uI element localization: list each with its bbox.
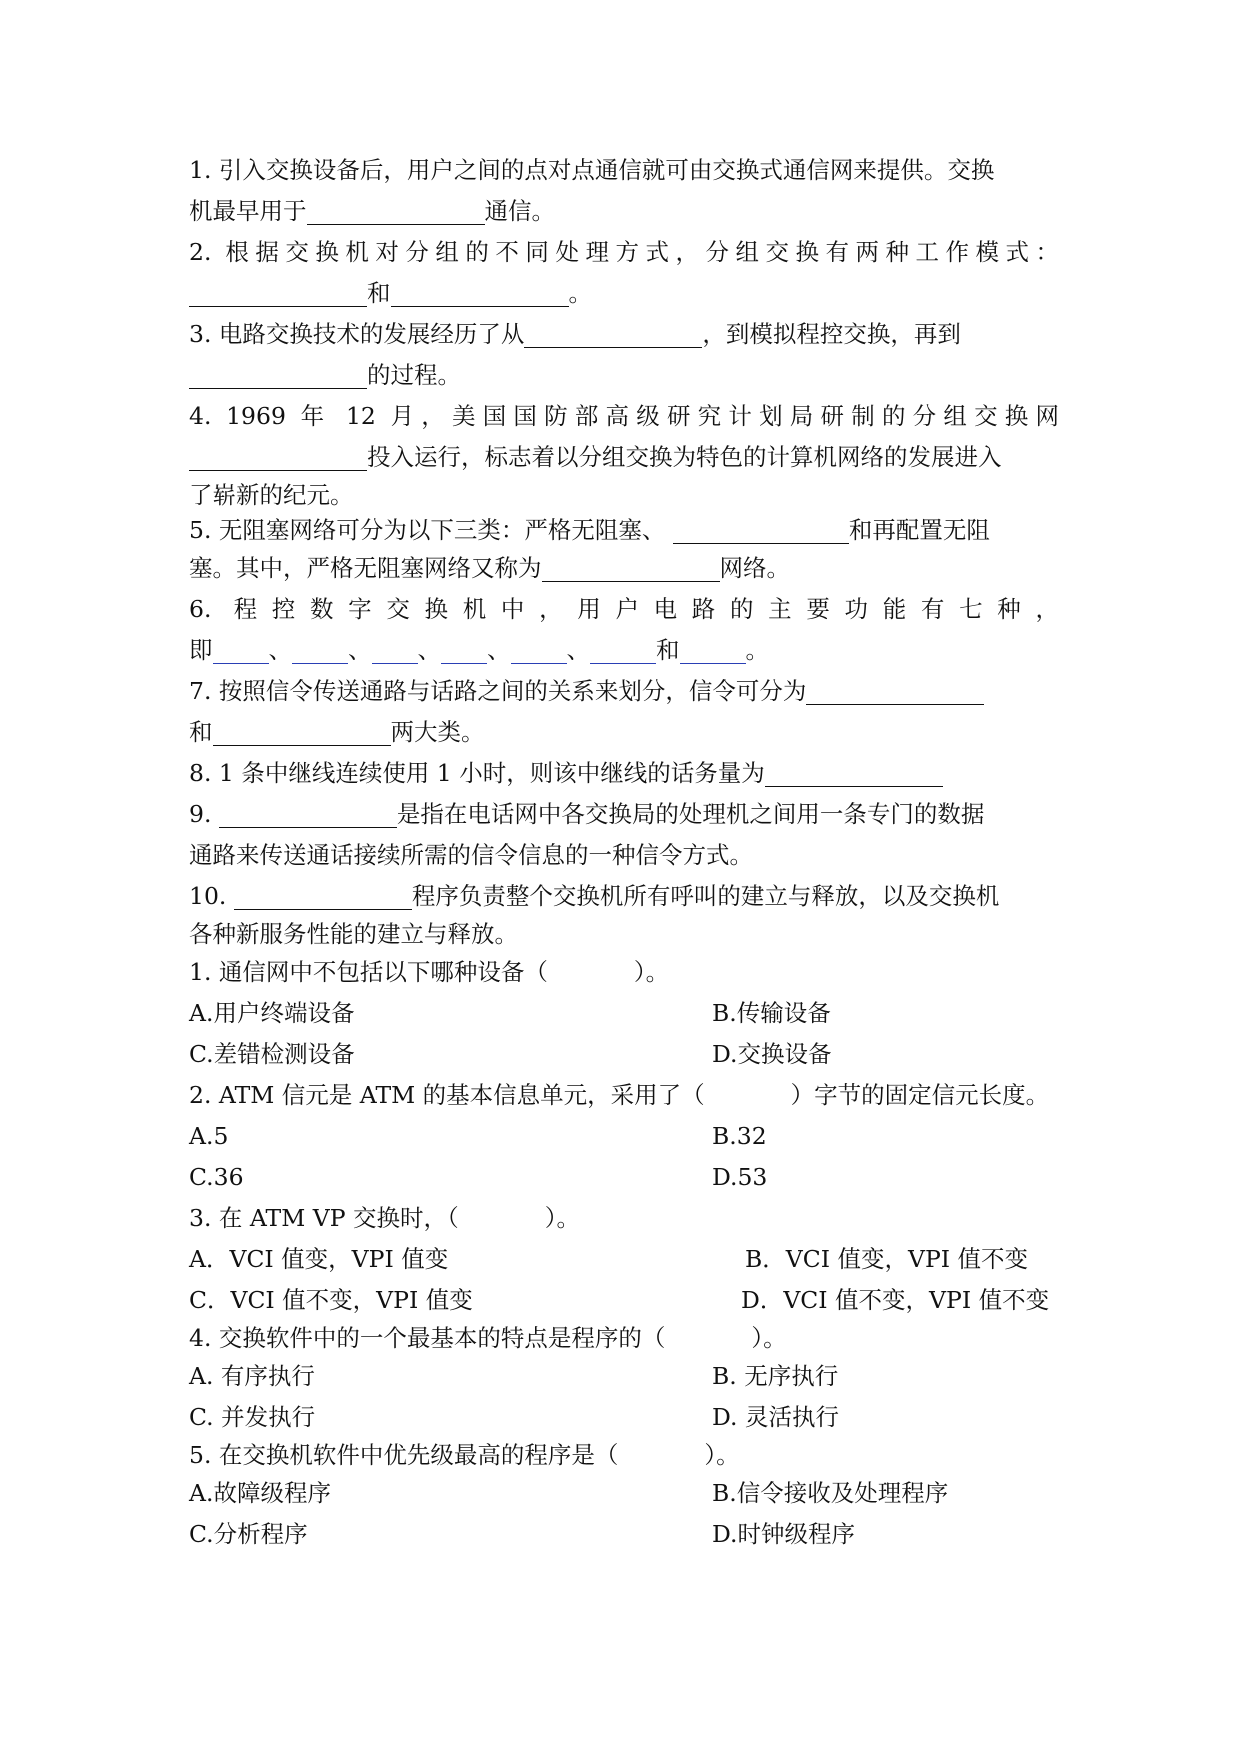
fill-q6-line1: 6. 程控数字交换机中，用户电路的主要功能有七种， (189, 595, 1059, 623)
fill-q6-end: 。 (745, 636, 769, 664)
fill-q10-text: 程序负责整个交换机所有呼叫的建立与释放，以及交换机 (411, 882, 1000, 910)
option-d: D.时钟级程序 (712, 1520, 855, 1548)
option-b: B. 无序执行 (712, 1362, 839, 1390)
blue-blank (511, 635, 567, 664)
mc-q4-options-ab (189, 1356, 1059, 1397)
blank (189, 278, 367, 307)
fill-q7-and: 和 (189, 718, 213, 746)
fill-q1-line2 (189, 191, 1059, 232)
blank (542, 553, 720, 582)
blank (307, 196, 485, 225)
fill-q6-line2 (189, 630, 1059, 671)
fill-q3-text: 3. 电路交换技术的发展经历了从 (189, 320, 525, 348)
fill-q7-line2 (189, 712, 1059, 753)
option-a: A．VCI 值变，VPI 值变 (189, 1245, 449, 1273)
mc-q2-options-cd (189, 1157, 1059, 1198)
mc-q1-options-ab (189, 993, 1059, 1034)
fill-q8-line1 (189, 753, 1059, 794)
blue-blank (213, 635, 269, 664)
fill-q2-and: 和 (367, 279, 391, 307)
fill-q6-text: 即 (189, 636, 213, 664)
mc-q1-stem (189, 952, 1059, 993)
fill-q6-and: 和 (656, 636, 680, 664)
blank (806, 676, 984, 705)
option-c: C. 并发执行 (189, 1403, 316, 1431)
option-a: A.用户终端设备 (189, 999, 355, 1027)
fill-q5-text: 5. 无阻塞网络可分为以下三类：严格无阻塞、 (189, 516, 666, 544)
mc-q3-options-cd (189, 1280, 1059, 1321)
fill-q5-end: 网络。 (719, 554, 790, 582)
blank (189, 360, 367, 389)
blank (189, 442, 367, 471)
option-d: D．VCI 值不变，VPI 值不变 (741, 1286, 1050, 1314)
mc-q5-end: ）。 (704, 1441, 740, 1469)
blank (765, 758, 943, 787)
mc-q4-stem (189, 1321, 1059, 1356)
mc-q3-text: 3. 在 ATM VP 交换时，（ (189, 1204, 459, 1232)
blank (673, 515, 849, 544)
fill-q3-text-mid: ，到模拟程控交换，再到 (702, 320, 961, 348)
fill-q1-line1: 1. 引入交换设备后，用户之间的点对点通信就可由交换式通信网来提供。交换 (189, 156, 995, 184)
fill-q5-line1 (189, 513, 1059, 548)
fill-q7-text: 7. 按照信令传送通路与话路之间的关系来划分，信令可分为 (189, 677, 807, 705)
separator: 、 (348, 636, 372, 664)
fill-q2-line2 (189, 273, 1059, 314)
fill-q3-end: 的过程。 (367, 361, 461, 389)
fill-q10-num: 10. (189, 882, 234, 910)
mc-q3-end: ）。 (544, 1204, 581, 1232)
fill-q5-line2 (189, 548, 1059, 589)
option-b: B．VCI 值变，VPI 值不变 (745, 1245, 1029, 1273)
option-c: C.差错检测设备 (189, 1040, 355, 1068)
fill-q2-line1: 2. 根据交换机对分组的不同处理方式，分组交换有两种工作模式： (189, 238, 1059, 266)
option-a: A. 有序执行 (189, 1362, 315, 1390)
mc-q5-text: 5. 在交换机软件中优先级最高的程序是（ (189, 1441, 619, 1469)
option-b: B.32 (712, 1122, 767, 1150)
blue-blank (372, 635, 418, 664)
separator: 、 (487, 636, 511, 664)
mc-q4-text: 4. 交换软件中的一个最基本的特点是程序的（ (189, 1324, 666, 1352)
fill-q5-text2: 塞。其中，严格无阻塞网络又称为 (189, 554, 542, 582)
mc-q1-text: 1. 通信网中不包括以下哪种设备（ (189, 958, 548, 986)
blue-blank (590, 635, 656, 664)
option-d: D.53 (712, 1163, 768, 1191)
separator: 、 (417, 636, 441, 664)
fill-q9-line2: 通路来传送通话接续所需的信令信息的一种信令方式。 (189, 841, 753, 869)
mc-q1-options-cd (189, 1034, 1059, 1075)
mc-q2-options-ab (189, 1116, 1059, 1157)
blank (219, 799, 397, 828)
blue-blank (441, 635, 487, 664)
mc-q4-options-cd (189, 1397, 1059, 1438)
blank (213, 717, 391, 746)
blank (391, 278, 569, 307)
option-c: C.分析程序 (189, 1520, 308, 1548)
mc-q1-end: ）。 (633, 958, 670, 986)
option-d: D. 灵活执行 (712, 1403, 839, 1431)
mc-q5-stem (189, 1438, 1059, 1473)
fill-q7-end: 两大类。 (390, 718, 485, 746)
fill-q9-line1 (189, 794, 1059, 835)
blue-blank (292, 635, 348, 664)
blank (524, 319, 702, 348)
fill-q10-line1 (189, 876, 1059, 917)
fill-q9-text: 是指在电话网中各交换局的处理机之间用一条专门的数据 (396, 800, 985, 828)
fill-q3-line1 (189, 314, 1059, 355)
separator: 、 (268, 636, 292, 664)
option-b: B.信令接收及处理程序 (712, 1479, 949, 1507)
mc-q5-options-ab (189, 1473, 1059, 1514)
mc-q2-stem (189, 1075, 1059, 1116)
fill-q10-line2: 各种新服务性能的建立与释放。 (189, 920, 518, 948)
fill-q1-text-end: 通信。 (484, 197, 555, 225)
option-b: B.传输设备 (712, 999, 831, 1027)
option-a: A.5 (189, 1122, 229, 1150)
fill-q9-num: 9. (189, 800, 219, 828)
mc-q2-end: ）字节的固定信元长度。 (790, 1081, 1050, 1109)
option-c: C.36 (189, 1163, 244, 1191)
blank (234, 881, 412, 910)
mc-q2-text: 2. ATM 信元是 ATM 的基本信息单元，采用了（ (189, 1081, 705, 1109)
fill-q2-end: 。 (568, 279, 592, 307)
option-a: A.故障级程序 (189, 1479, 331, 1507)
mc-q3-stem (189, 1198, 1059, 1239)
fill-q5-text-mid: 和再配置无阻 (848, 516, 990, 544)
separator: 、 (566, 636, 590, 664)
mc-q3-options-ab (189, 1239, 1059, 1280)
option-c: C．VCI 值不变，VPI 值变 (189, 1286, 473, 1314)
mc-q5-options-cd (189, 1514, 1059, 1555)
blue-blank (680, 635, 746, 664)
fill-q4-line3: 了崭新的纪元。 (189, 481, 354, 509)
option-d: D.交换设备 (712, 1040, 832, 1068)
mc-q4-end: ）。 (751, 1324, 787, 1352)
question-sheet (189, 150, 1059, 1555)
fill-q4-line2 (189, 437, 1059, 478)
fill-q4-text: 投入运行，标志着以分组交换为特色的计算机网络的发展进入 (367, 443, 1002, 471)
fill-q4-line1: 4. 1969 年 12 月，美国国防部高级研究计划局研制的分组交换网 (189, 402, 1059, 430)
fill-q7-line1 (189, 671, 1059, 712)
fill-q8-text: 8. 1 条中继线连续使用 1 小时，则该中继线的话务量为 (189, 759, 765, 787)
fill-q1-text: 机最早用于 (189, 197, 307, 225)
fill-q3-line2 (189, 355, 1059, 396)
